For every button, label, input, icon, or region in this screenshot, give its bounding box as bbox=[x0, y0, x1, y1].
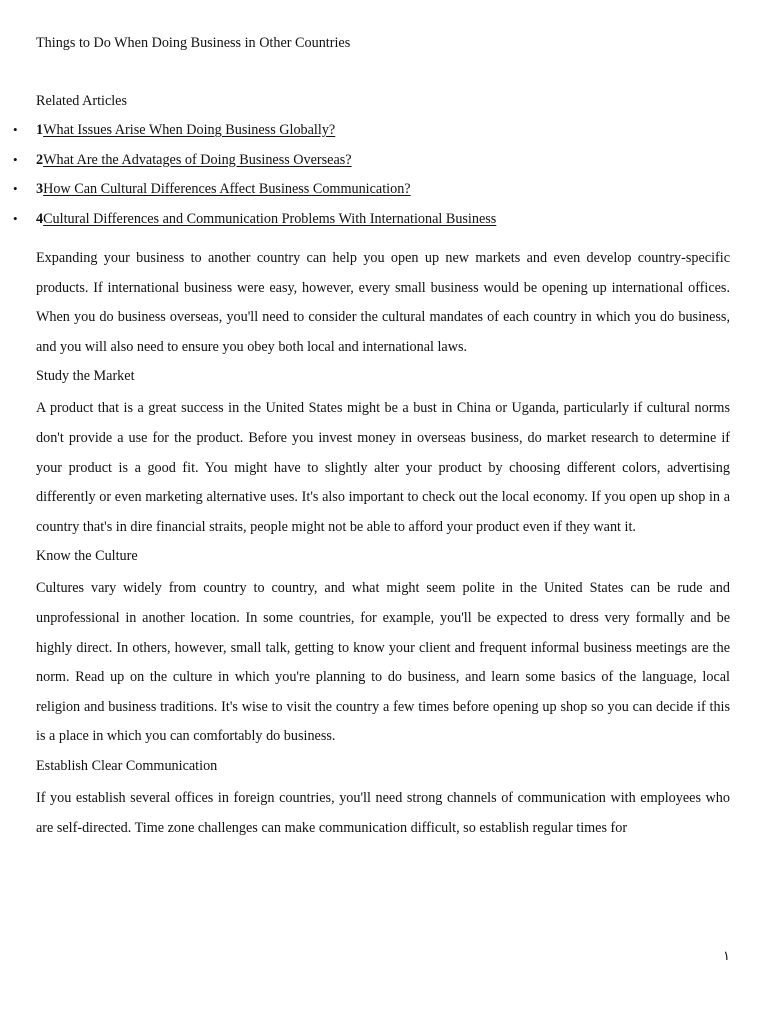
related-article-link-1[interactable]: What Issues Arise When Doing Business Globally? bbox=[43, 122, 336, 138]
bullet-icon: • bbox=[13, 122, 18, 137]
document-title: Things to Do When Doing Business in Other Countries bbox=[36, 35, 351, 51]
related-articles-list bbox=[0, 121, 496, 239]
section-heading-communication: Establish Clear Communication bbox=[36, 757, 218, 774]
section-body-communication: If you establish several offices in foreign countries, you'll need strong channels of communication with employees who are self-directed. Time zone challenges can make communication difficult, so establish regular times for bbox=[36, 789, 730, 836]
section-body-know-culture: Cultures vary widely from country to country, and what might seem polite in the United States can be rude and unprofessional in another location. In some countries, for example, you'll be expected to dress very formally and be highly direct. In others, however, small talk, getting to know your client and frequent informal business meetings are the norm. Read up on the culture in which you're planning to do business, and learn some basics of the language, local religion and business traditions. It's wise to visit the country a few times before opening up shop so you can decide if this is a place in which you can comfortably do business. bbox=[36, 580, 730, 745]
list-item bbox=[0, 210, 496, 240]
list-item bbox=[0, 121, 496, 151]
article-number: 4 bbox=[36, 210, 44, 227]
related-article-link-2[interactable]: What Are the Advatages of Doing Business Overseas? bbox=[43, 151, 352, 168]
list-item bbox=[0, 151, 496, 181]
related-articles-heading: Related Articles bbox=[36, 93, 128, 109]
bullet-icon: • bbox=[13, 210, 18, 226]
section-body-study-market: A product that is a great success in the United States might be a bust in China or Uganda, particularly if cultural norms don't provide a use for the product. Before you invest money in overseas business, do market research to determine if your product is a good fit. You might have to slightly alter your product by choosing different colors, advertising differently or even marketing alternative uses. It's also important to check out the local economy. If you open up shop in a country that's in dire financial straits, people might not be able to afford your product even if they want it. bbox=[36, 400, 730, 535]
article-body bbox=[36, 244, 730, 843]
section-heading-know-culture: Know the Culture bbox=[36, 548, 138, 565]
related-article-link-3[interactable]: How Can Cultural Differences Affect Business Communication? bbox=[43, 181, 411, 197]
intro-paragraph: Expanding your business to another country can help you open up new markets and even develop country-specific products. If international business were easy, however, every small business would be opening up international offices. When you do business overseas, you'll need to consider the cultural mandates of each country in which you do business, and you will also need to ensure you obey both local and international laws. bbox=[36, 250, 730, 355]
list-item bbox=[0, 180, 496, 210]
article-number: 3 bbox=[36, 181, 44, 197]
section-heading-study-market: Study the Market bbox=[36, 368, 135, 385]
page-number: ١ bbox=[723, 948, 730, 963]
bullet-icon: • bbox=[13, 151, 18, 167]
article-number: 1 bbox=[36, 122, 44, 138]
article-number: 2 bbox=[36, 151, 44, 168]
bullet-icon: • bbox=[13, 181, 18, 196]
related-article-link-4[interactable]: Cultural Differences and Communication Problems With International Business bbox=[43, 210, 497, 227]
